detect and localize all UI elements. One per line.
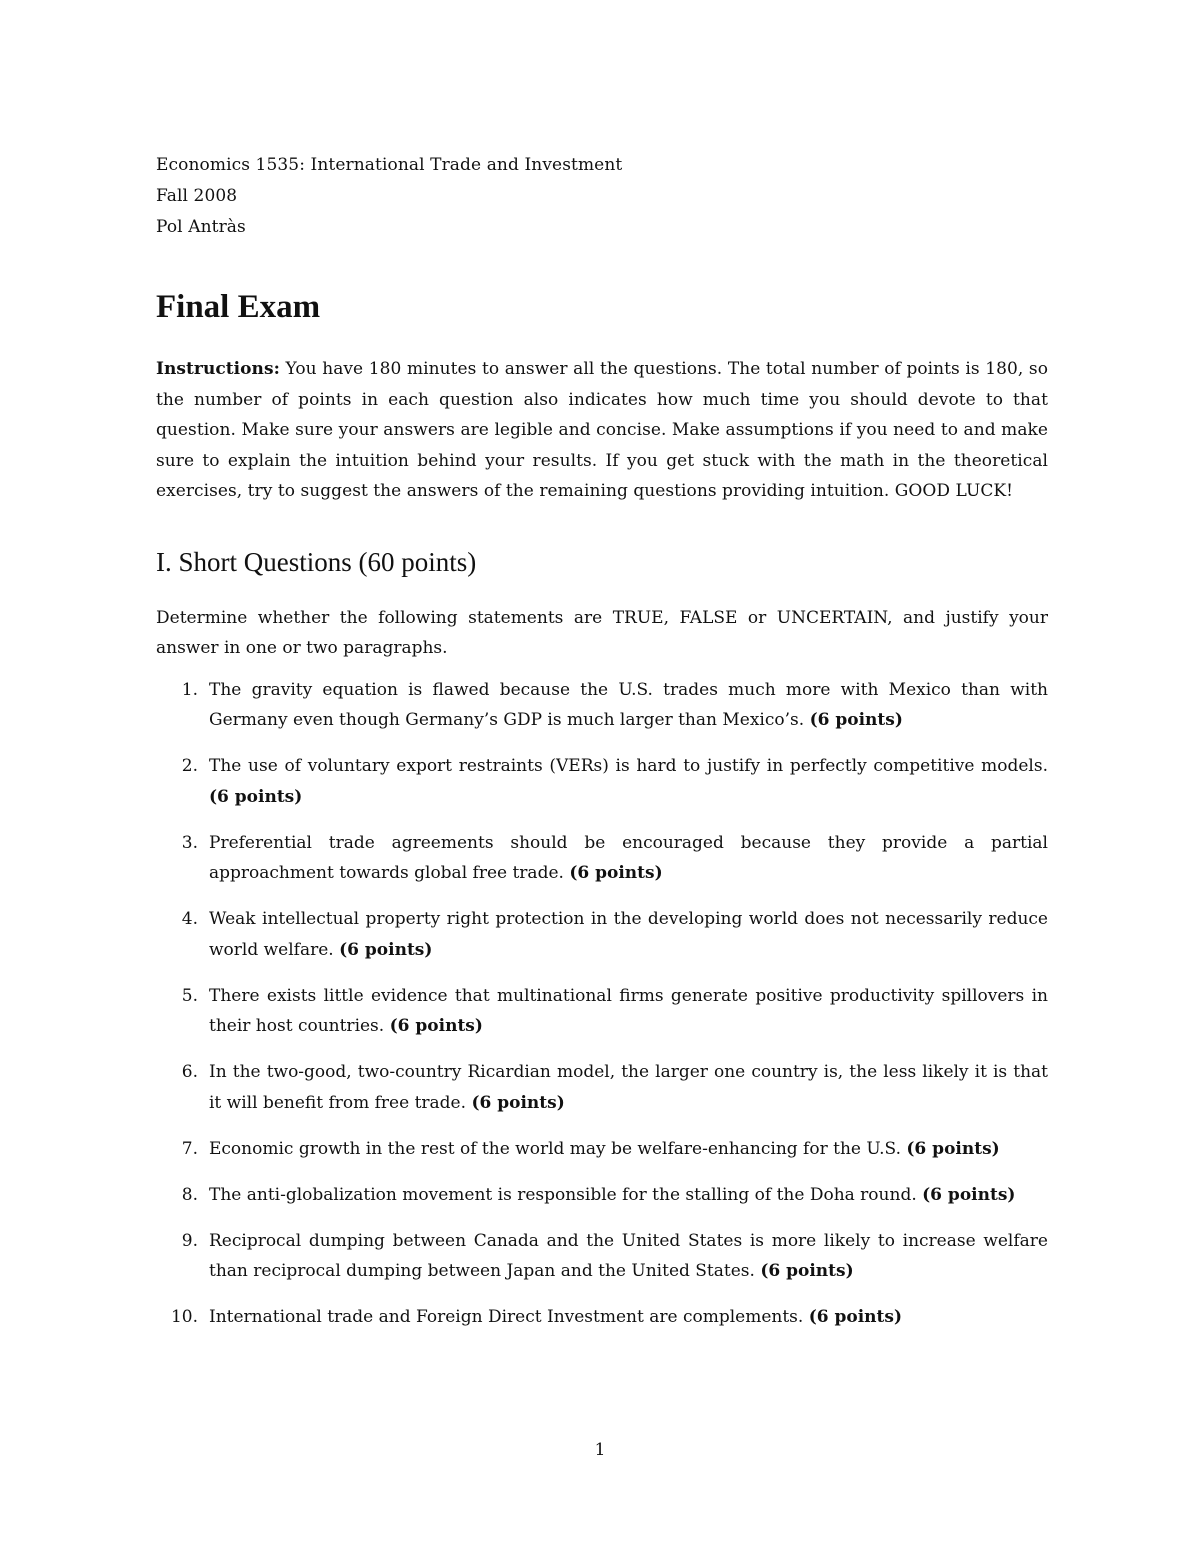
question-points: (6 points) <box>471 1092 565 1113</box>
course-title: Economics 1535: International Trade and Investment <box>156 155 623 175</box>
question-points: (6 points) <box>809 710 903 730</box>
question-text: Weak intellectual property right protection in the developing world does not necessarily reduce world welfare. <box>209 909 1048 960</box>
instructions-text: You have 180 minutes to answer all the questions. The total number of points is 180, so the number of points in each question also indicates how much time you should devote to that question. Make sure your answers are legible and concise. Make assumptions if you need to and make sure to explain the intuition behind your results. If you get stuck with the math in the theoretical exercises, try to suggest the answers of the remaining questions providing intuition. GOOD LUCK! <box>156 359 1048 501</box>
instructions-paragraph <box>156 354 1048 507</box>
question-text: The gravity equation is flawed because the U.S. trades much more with Mexico than with Germany even though Germany’s GDP is much larger than Mexico’s. <box>209 679 1048 730</box>
question-number: 7. <box>181 1138 198 1159</box>
question-points: (6 points) <box>209 786 303 807</box>
question-item <box>156 1226 1048 1287</box>
section-heading: I. Short Questions (60 points) <box>156 546 477 577</box>
question-points: (6 points) <box>906 1138 1000 1159</box>
question-points: (6 points) <box>760 1261 854 1281</box>
question-text: Preferential trade agreements should be encouraged because they provide a partial approachment towards global free trade. <box>209 832 1048 883</box>
question-item <box>156 1180 1048 1211</box>
question-number: 10. <box>170 1307 198 1327</box>
question-text: Reciprocal dumping between Canada and the United States is more likely to increase welfare than reciprocal dumping between Japan and the United States. <box>209 1230 1048 1281</box>
question-number: 1. <box>181 679 198 700</box>
question-text: Economic growth in the rest of the world may be welfare-enhancing for the U.S. <box>209 1138 901 1159</box>
question-text: The use of voluntary export restraints (VERs) is hard to justify in perfectly competitive models. <box>209 756 1048 776</box>
question-number: 5. <box>181 985 198 1006</box>
exam-title: Final Exam <box>156 289 321 325</box>
question-item <box>156 1302 1048 1333</box>
question-text: International trade and Foreign Direct Investment are complements. <box>209 1307 804 1327</box>
question-text: In the two-good, two-country Ricardian model, the larger one country is, the less likely it is that it will benefit from free trade. <box>209 1062 1048 1113</box>
question-number: 2. <box>181 756 198 776</box>
instructions-label: Instructions: <box>156 359 280 379</box>
question-points: (6 points) <box>339 939 433 960</box>
page-number: 1 <box>594 1440 606 1460</box>
question-points: (6 points) <box>922 1184 1016 1205</box>
question-number: 9. <box>181 1230 198 1251</box>
term: Fall 2008 <box>156 186 238 206</box>
question-number: 6. <box>181 1062 198 1082</box>
question-number: 3. <box>181 832 198 853</box>
question-points: (6 points) <box>808 1307 903 1327</box>
section-intro: Determine whether the following statements are TRUE, FALSE or UNCERTAIN, and justify your answer in one or two paragraphs. <box>156 607 1048 658</box>
question-number: 8. <box>181 1184 198 1205</box>
question-item <box>156 828 1048 889</box>
question-number: 4. <box>181 909 198 929</box>
question-points: (6 points) <box>389 1016 483 1036</box>
instructor-name: Pol Antràs <box>156 217 246 237</box>
question-item <box>156 675 1048 736</box>
question-list <box>156 675 1048 1333</box>
exam-page <box>156 150 1048 1348</box>
question-item <box>156 751 1048 812</box>
question-item <box>156 1134 1048 1165</box>
question-points: (6 points) <box>569 863 663 883</box>
question-text: The anti-globalization movement is responsible for the stalling of the Doha round. <box>209 1184 917 1205</box>
question-item <box>156 904 1048 965</box>
question-text: There exists little evidence that multinational firms generate positive productivity spillovers in their host countries. <box>209 985 1048 1036</box>
question-item <box>156 981 1048 1042</box>
question-item <box>156 1057 1048 1118</box>
